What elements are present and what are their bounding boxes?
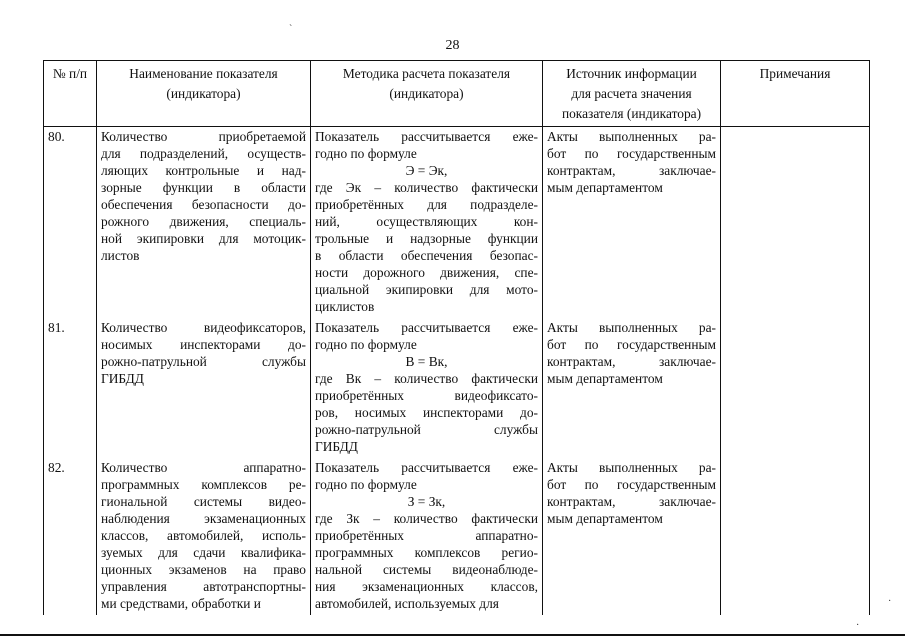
text-line: ГИБДД [315, 439, 358, 454]
information-source [543, 318, 721, 458]
indicator-name [97, 127, 311, 319]
scan-speck: ˋ [289, 24, 293, 35]
text-line: зорные функции в области [101, 180, 306, 195]
text-line: рожно-патрульной службы [101, 354, 306, 369]
scan-speck: · [888, 596, 892, 607]
calculation-method [311, 318, 543, 458]
formula: В = Вк, [405, 354, 448, 369]
text-line: годно по формуле [315, 477, 417, 492]
text-line: рожно-патрульной службы [315, 422, 538, 437]
text-line: годно по формуле [315, 146, 417, 161]
text-line: ров, носимых инспекторами до- [315, 405, 538, 420]
text-line: обеспечения безопасности до- [101, 197, 306, 212]
table-row [44, 318, 870, 458]
text-line: контрактам, заключае- [547, 494, 716, 509]
row-number: 80. [44, 127, 97, 319]
header-name: Наименование показателя (индикатора) [97, 61, 311, 127]
information-source [543, 458, 721, 615]
text-line: программных комплексов регио- [315, 545, 538, 560]
row-number: 81. [44, 318, 97, 458]
text-line: приобретённых для подразделе- [315, 197, 538, 212]
notes-cell [721, 318, 870, 458]
table-row [44, 127, 870, 319]
text-line: Показатель рассчитывается еже- [315, 129, 538, 144]
text-line: приобретённых видеофиксато- [315, 388, 538, 403]
text-line: мым департаментом [547, 371, 663, 386]
text-line: где Эк – количество фактически [315, 180, 538, 195]
text-line: Количество приобретаемой [101, 129, 306, 144]
text-line: управления автотранспортны- [101, 579, 306, 594]
indicators-table [43, 60, 870, 615]
text-line: Показатель рассчитывается еже- [315, 460, 538, 475]
text-line: мым департаментом [547, 180, 663, 195]
header-source: Источник информации для расчета значения показателя (индикатора) [543, 61, 721, 127]
text-line: наблюдения экзаменационных [101, 511, 306, 526]
table-row [44, 458, 870, 615]
header-method: Методика расчета показателя (индикатора) [311, 61, 543, 127]
scan-speck: · [856, 620, 860, 631]
text-line: Количество видеофиксаторов, [101, 320, 306, 335]
formula: З = Зк, [407, 494, 446, 509]
text-line: гиональной системы видео- [101, 494, 306, 509]
row-number: 82. [44, 458, 97, 615]
text-line: Акты выполненных ра- [547, 460, 716, 475]
text-line: носимых инспекторами до- [101, 337, 306, 352]
text-line: Акты выполненных ра- [547, 320, 716, 335]
header-num: № п/п [44, 61, 97, 127]
calculation-method [311, 127, 543, 319]
page-number: 28 [445, 38, 460, 53]
text-line: бот по государственным [547, 477, 716, 492]
text-line: листов [101, 248, 140, 263]
text-line: где Зк – количество фактически [315, 511, 538, 526]
text-line: нальной системы видеонаблюде- [315, 562, 538, 577]
text-line: для подразделений, осуществ- [101, 146, 306, 161]
text-line: ности дорожного движения, спе- [315, 265, 538, 280]
indicator-name [97, 318, 311, 458]
text-line: контрактам, заключае- [547, 354, 716, 369]
text-line: трольные и надзорные функции [315, 231, 538, 246]
header-notes: Примечания [721, 61, 870, 127]
text-line: контрактам, заключае- [547, 163, 716, 178]
text-line: где Вк – количество фактически [315, 371, 538, 386]
indicator-name [97, 458, 311, 615]
text-line: мым департаментом [547, 511, 663, 526]
text-line: ния экзаменационных классов, [315, 579, 538, 594]
text-line: классов, автомобилей, исполь- [101, 528, 306, 543]
text-line: ционных экзаменов на право [101, 562, 306, 577]
text-line: бот по государственным [547, 337, 716, 352]
text-line: программных комплексов ре- [101, 477, 306, 492]
text-line: Показатель рассчитывается еже- [315, 320, 538, 335]
text-line: Акты выполненных ра- [547, 129, 716, 144]
text-line: Количество аппаратно- [101, 460, 306, 475]
formula: Э = Эк, [405, 163, 448, 178]
text-line: рожного движения, специаль- [101, 214, 306, 229]
bottom-rule [0, 634, 905, 636]
notes-cell [721, 458, 870, 615]
text-line: автомобилей, используемых для [315, 596, 499, 611]
text-line: ний, осуществляющих кон- [315, 214, 538, 229]
text-line: ной экипировки для мотоцик- [101, 231, 306, 246]
text-line: ми средствами, обработки и [101, 596, 261, 611]
text-line: бот по государственным [547, 146, 716, 161]
text-line: годно по формуле [315, 337, 417, 352]
text-line: ГИБДД [101, 371, 144, 386]
text-line: ляющих контрольные и над- [101, 163, 306, 178]
information-source [543, 127, 721, 319]
text-line: зуемых для сдачи квалифика- [101, 545, 306, 560]
text-line: приобретённых аппаратно- [315, 528, 538, 543]
table-header-row [44, 61, 870, 127]
text-line: в области обеспечения безопас- [315, 248, 538, 263]
text-line: циклистов [315, 299, 375, 314]
calculation-method [311, 458, 543, 615]
text-line: циальной экипировки для мото- [315, 282, 538, 297]
notes-cell [721, 127, 870, 319]
